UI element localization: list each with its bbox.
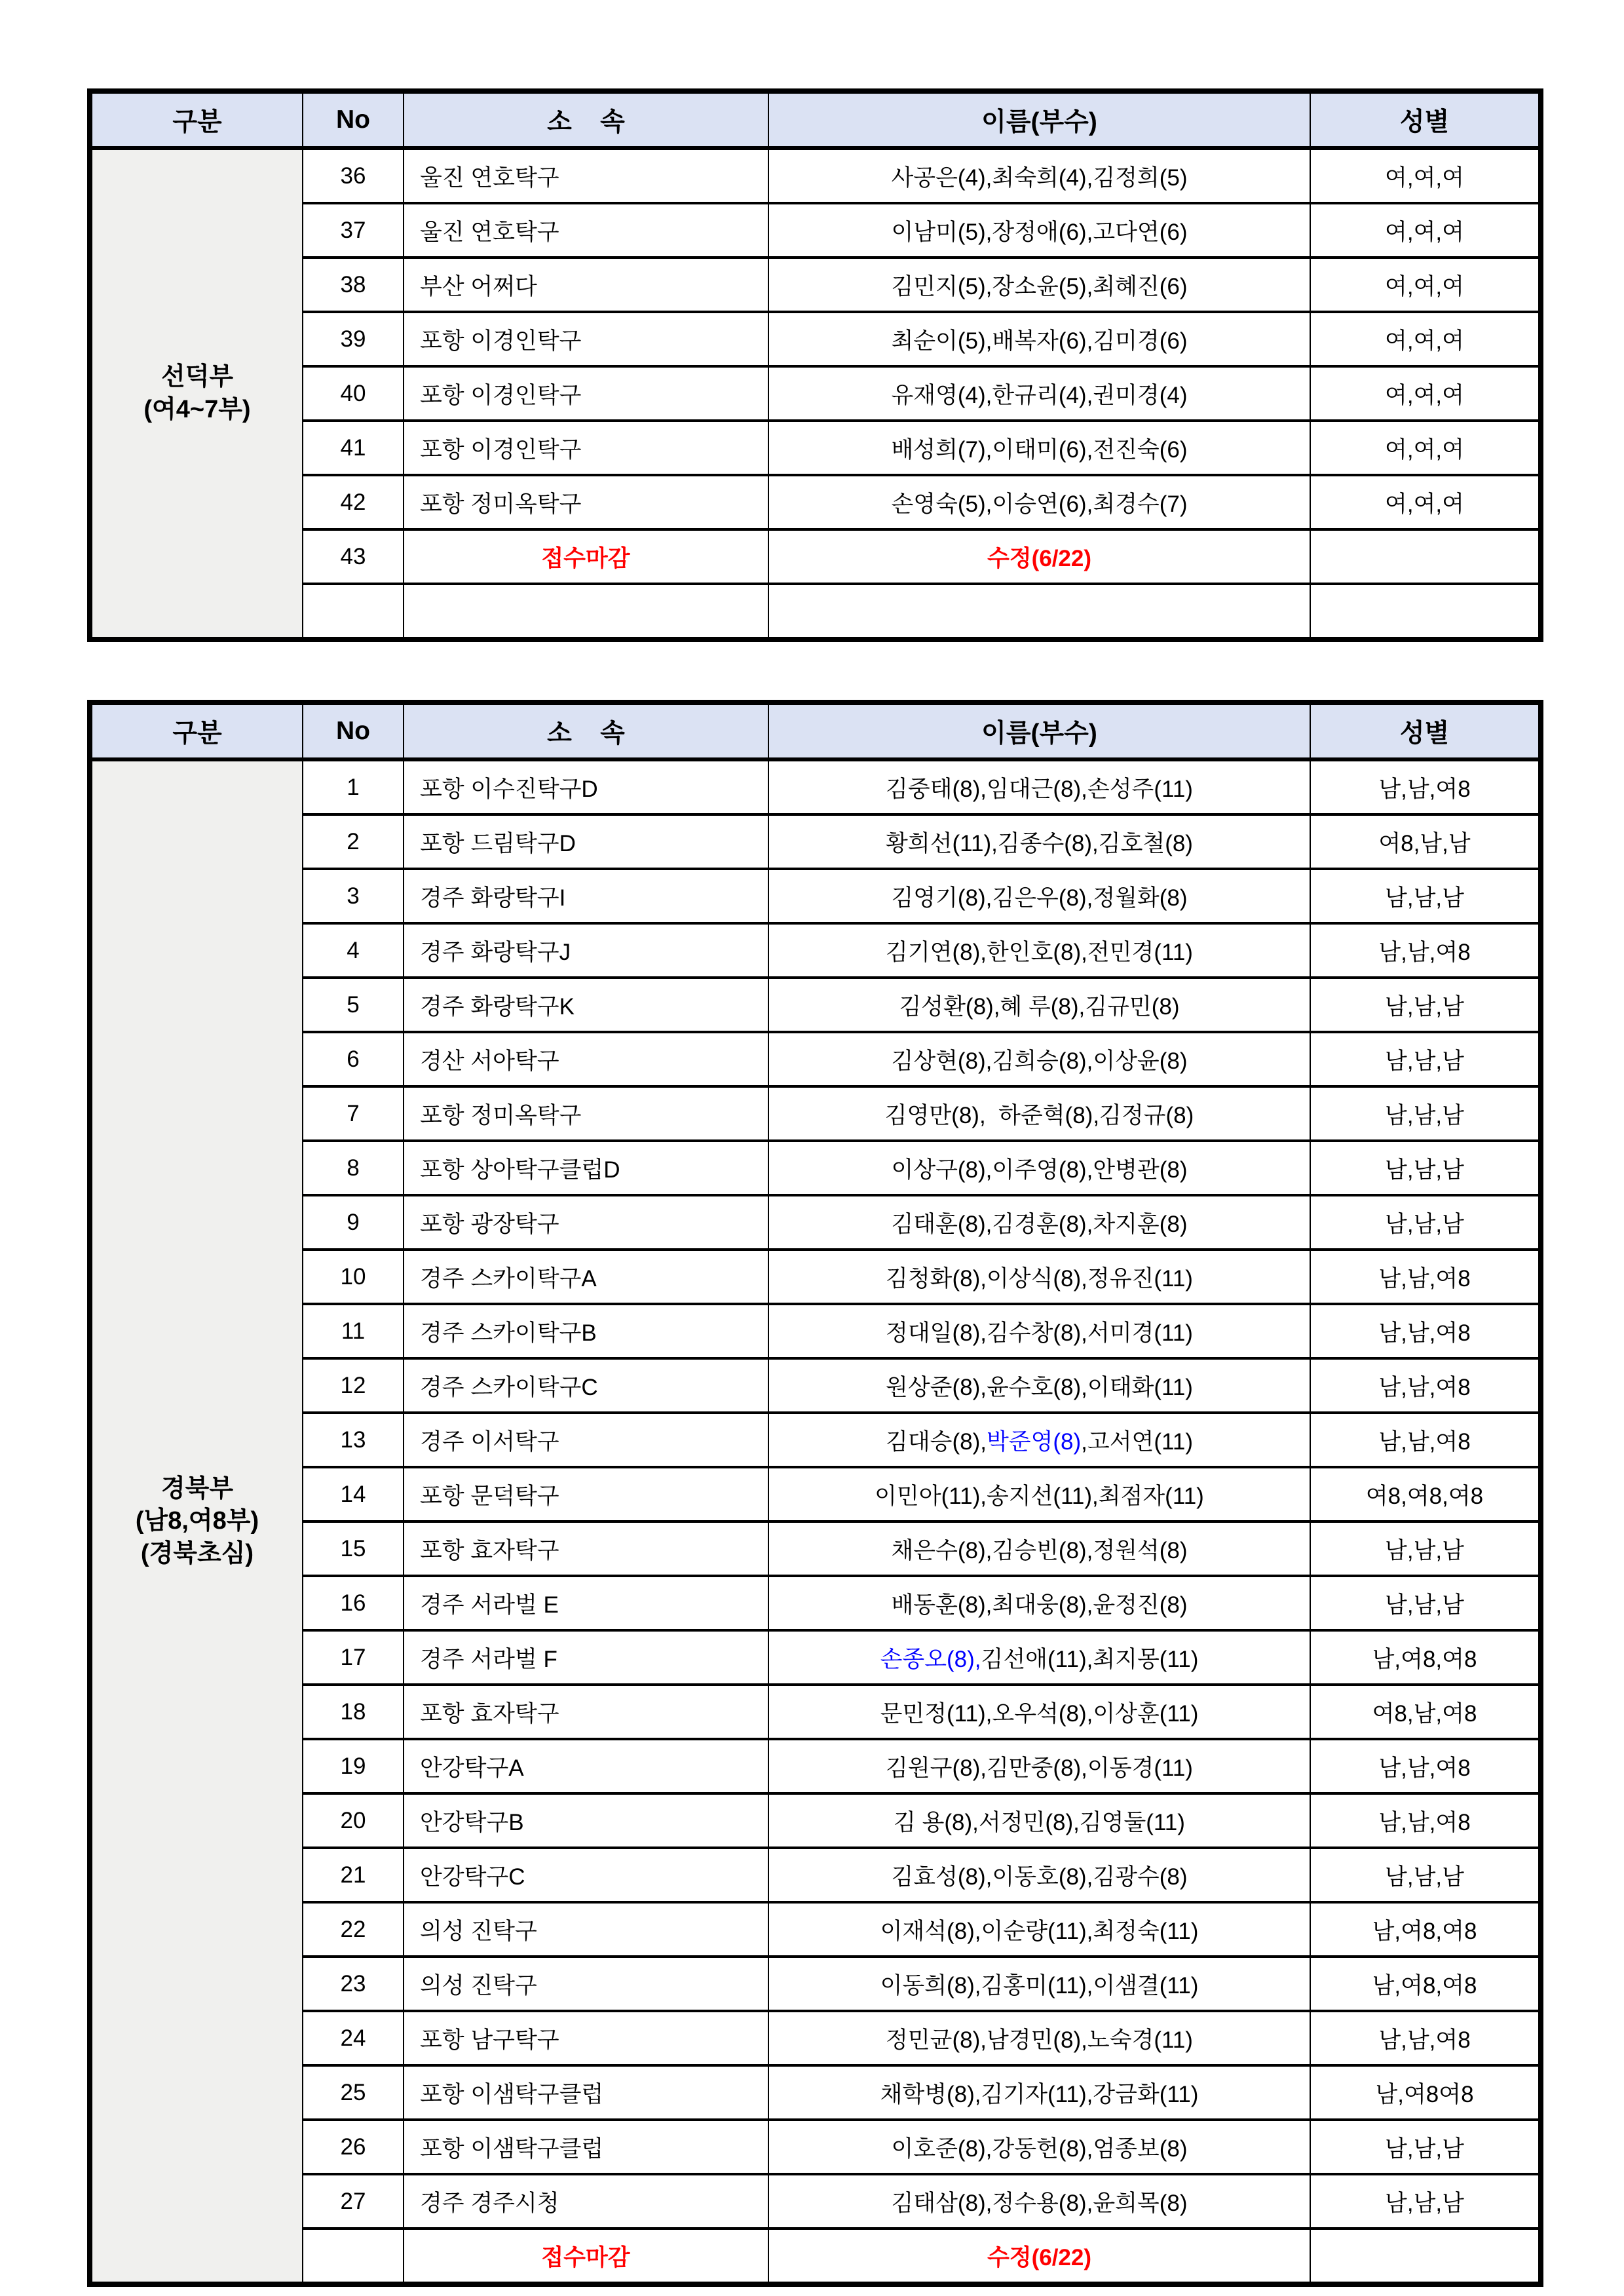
cell-club: 경주 화랑탁구I (404, 869, 768, 923)
table-header (90, 702, 1541, 759)
text-segment: 김선애(11),최지몽(11) (981, 1646, 1199, 1672)
cell-gender: 남,남,여8 (1310, 2011, 1541, 2065)
group-label-line: (여4~7부) (143, 395, 251, 423)
cell-club: 울진 연호탁구 (404, 203, 768, 258)
group-label-line: (경북초심) (140, 1539, 254, 1567)
cell-name: 김성환(8),혜 루(8),김규민(8) (768, 978, 1310, 1032)
column-header-name: 이름(부수) (768, 702, 1310, 759)
cell-club: 포항 이샘탁구클럽 (404, 2120, 768, 2174)
cell-no: 23 (303, 1957, 404, 2011)
cell-gender (1310, 529, 1541, 584)
cell-no: 5 (303, 978, 404, 1032)
cell-gender: 남,여8,여8 (1310, 1902, 1541, 1957)
table-row (90, 814, 1541, 869)
table-row (90, 203, 1541, 258)
cell-no: 24 (303, 2011, 404, 2065)
cell-club: 경주 경주시청 (404, 2174, 768, 2229)
group-label-line: 경북부 (161, 1474, 234, 1502)
cell-no: 43 (303, 529, 404, 584)
cell-name: 채학병(8),김기자(11),강금화(11) (768, 2065, 1310, 2120)
cell-club: 포항 이경인탁구 (404, 366, 768, 421)
cell-club: 포항 효자탁구 (404, 1685, 768, 1739)
cell-no: 18 (303, 1685, 404, 1739)
cell-gender: 여,여,여 (1310, 258, 1541, 312)
cell-gender: 남,남,남 (1310, 869, 1541, 923)
table-row (90, 2065, 1541, 2120)
cell-no: 25 (303, 2065, 404, 2120)
cell-gender: 여,여,여 (1310, 366, 1541, 421)
cell-club: 경산 서아탁구 (404, 1032, 768, 1086)
table-row (90, 1957, 1541, 2011)
cell-no: 36 (303, 148, 404, 203)
cell-gender: 여,여,여 (1310, 203, 1541, 258)
cell-no: 15 (303, 1521, 404, 1576)
cell-no: 12 (303, 1358, 404, 1413)
cell-name: 황희선(11),김종수(8),김호철(8) (768, 814, 1310, 869)
cell-name: 이남미(5),장정애(6),고다연(6) (768, 203, 1310, 258)
cell-name: 문민정(11),오우석(8),이상훈(11) (768, 1685, 1310, 1739)
table-row (90, 1521, 1541, 1576)
cell-no: 20 (303, 1793, 404, 1848)
table-row (90, 1304, 1541, 1358)
cell-gender: 남,남,남 (1310, 978, 1541, 1032)
table-row (90, 1195, 1541, 1250)
table-row (90, 421, 1541, 475)
table-row (90, 923, 1541, 978)
cell-club (404, 529, 768, 584)
cell-gender: 여,여,여 (1310, 148, 1541, 203)
table-row (90, 1739, 1541, 1793)
cell-club: 포항 광장탁구 (404, 1195, 768, 1250)
table-row (90, 2011, 1541, 2065)
cell-gender: 여8,남,남 (1310, 814, 1541, 869)
table-row (90, 529, 1541, 584)
column-header-club: 소 속 (404, 702, 768, 759)
column-header-group: 구분 (90, 702, 303, 759)
table-row (90, 2229, 1541, 2284)
cell-no: 4 (303, 923, 404, 978)
cell-club: 포항 정미옥탁구 (404, 475, 768, 529)
cell-no: 6 (303, 1032, 404, 1086)
cell-gender: 남,남,여8 (1310, 1250, 1541, 1304)
table-body (90, 148, 1541, 640)
cell-gender: 남,남,여8 (1310, 1793, 1541, 1848)
cell-no: 10 (303, 1250, 404, 1304)
highlighted-text: 수정(6/22) (987, 545, 1092, 571)
highlighted-text: 수정(6/22) (987, 2244, 1092, 2270)
table-row (90, 475, 1541, 529)
table-row (90, 1793, 1541, 1848)
cell-name: 최순이(5),배복자(6),김미경(6) (768, 312, 1310, 366)
cell-name: 김원구(8),김만중(8),이동경(11) (768, 1739, 1310, 1793)
cell-club: 의성 진탁구 (404, 1902, 768, 1957)
cell-gender: 여,여,여 (1310, 312, 1541, 366)
cell-club: 포항 이수진탁구D (404, 759, 768, 814)
cell-gender: 남,남,남 (1310, 1032, 1541, 1086)
cell-name (768, 2229, 1310, 2284)
cell-club (404, 584, 768, 640)
cell-name: 김 용(8),서정민(8),김영둘(11) (768, 1793, 1310, 1848)
table-body (90, 759, 1541, 2284)
cell-name: 김청화(8),이상식(8),정유진(11) (768, 1250, 1310, 1304)
cell-name: 채은수(8),김승빈(8),정원석(8) (768, 1521, 1310, 1576)
cell-club: 경주 화랑탁구J (404, 923, 768, 978)
cell-name: 김영만(8), 하준혁(8),김정규(8) (768, 1086, 1310, 1141)
table-row (90, 1141, 1541, 1195)
header-row (90, 91, 1541, 148)
table-row (90, 1902, 1541, 1957)
table-row (90, 258, 1541, 312)
cell-name: 배성희(7),이태미(6),전진숙(6) (768, 421, 1310, 475)
column-header-gender: 성별 (1310, 91, 1541, 148)
cell-no: 22 (303, 1902, 404, 1957)
cell-no: 21 (303, 1848, 404, 1902)
cell-no: 13 (303, 1413, 404, 1467)
cell-club: 안강탁구C (404, 1848, 768, 1902)
cell-no: 41 (303, 421, 404, 475)
table-row (90, 1467, 1541, 1521)
cell-no: 11 (303, 1304, 404, 1358)
cell-club: 경주 스카이탁구A (404, 1250, 768, 1304)
text-segment: 김대승(8), (886, 1428, 987, 1455)
table-row (90, 869, 1541, 923)
cell-club: 포항 이경인탁구 (404, 421, 768, 475)
cell-no: 27 (303, 2174, 404, 2229)
cell-no: 9 (303, 1195, 404, 1250)
cell-club: 경주 서라벌 E (404, 1576, 768, 1630)
highlighted-text: 접수마감 (541, 545, 630, 571)
cell-gender: 남,남,여8 (1310, 1358, 1541, 1413)
cell-club: 경주 서라벌 F (404, 1630, 768, 1685)
roster-page (87, 88, 1538, 2287)
table-row (90, 1576, 1541, 1630)
column-header-no: No (303, 702, 404, 759)
cell-gender: 남,남,남 (1310, 2174, 1541, 2229)
cell-name: 김민지(5),장소윤(5),최혜진(6) (768, 258, 1310, 312)
cell-name: 김태삼(8),정수용(8),윤희목(8) (768, 2174, 1310, 2229)
cell-gender: 여,여,여 (1310, 421, 1541, 475)
cell-club: 경주 이서탁구 (404, 1413, 768, 1467)
cell-name: 김상현(8),김희승(8),이상윤(8) (768, 1032, 1310, 1086)
cell-gender: 남,여8여8 (1310, 2065, 1541, 2120)
cell-gender: 남,남,여8 (1310, 1304, 1541, 1358)
cell-club: 경주 화랑탁구K (404, 978, 768, 1032)
cell-no: 38 (303, 258, 404, 312)
cell-club: 부산 어쩌다 (404, 258, 768, 312)
cell-club: 포항 문덕탁구 (404, 1467, 768, 1521)
cell-gender: 남,여8,여8 (1310, 1957, 1541, 2011)
table-row (90, 1848, 1541, 1902)
cell-no: 2 (303, 814, 404, 869)
cell-club: 경주 스카이탁구B (404, 1304, 768, 1358)
table-row (90, 1086, 1541, 1141)
cell-gender: 남,남,남 (1310, 1576, 1541, 1630)
cell-gender: 남,남,여8 (1310, 1739, 1541, 1793)
cell-gender: 여,여,여 (1310, 475, 1541, 529)
cell-gender: 남,남,남 (1310, 1195, 1541, 1250)
column-header-no: No (303, 91, 404, 148)
cell-club: 포항 이경인탁구 (404, 312, 768, 366)
cell-name: 배동훈(8),최대웅(8),윤정진(8) (768, 1576, 1310, 1630)
table-header (90, 91, 1541, 148)
table-row (90, 1685, 1541, 1739)
table-row (90, 366, 1541, 421)
cell-name: 손영숙(5),이승연(6),최경수(7) (768, 475, 1310, 529)
group-cell (90, 759, 303, 2284)
cell-gender (1310, 2229, 1541, 2284)
table-row (90, 1250, 1541, 1304)
cell-club: 안강탁구B (404, 1793, 768, 1848)
cell-name: 유재영(4),한규리(4),권미경(4) (768, 366, 1310, 421)
highlighted-text: 접수마감 (541, 2244, 630, 2270)
table-row (90, 978, 1541, 1032)
cell-gender: 남,남,남 (1310, 1521, 1541, 1576)
cell-club: 울진 연호탁구 (404, 148, 768, 203)
cell-name: 정민균(8),남경민(8),노숙경(11) (768, 2011, 1310, 2065)
cell-name: 이동희(8),김홍미(11),이샘결(11) (768, 1957, 1310, 2011)
column-header-club: 소 속 (404, 91, 768, 148)
cell-no: 8 (303, 1141, 404, 1195)
cell-name: 이호준(8),강동헌(8),엄종보(8) (768, 2120, 1310, 2174)
table-row (90, 2120, 1541, 2174)
cell-gender: 남,남,남 (1310, 2120, 1541, 2174)
cell-club: 포항 효자탁구 (404, 1521, 768, 1576)
cell-name: 김효성(8),이동호(8),김광수(8) (768, 1848, 1310, 1902)
cell-no (303, 2229, 404, 2284)
cell-no: 26 (303, 2120, 404, 2174)
cell-name (768, 1630, 1310, 1685)
cell-no: 39 (303, 312, 404, 366)
cell-gender: 여8,여8,여8 (1310, 1467, 1541, 1521)
cell-gender: 남,남,여8 (1310, 923, 1541, 978)
cell-club: 포항 남구탁구 (404, 2011, 768, 2065)
table-row (90, 1413, 1541, 1467)
table-row (90, 1032, 1541, 1086)
cell-gender: 여8,남,여8 (1310, 1685, 1541, 1739)
cell-club (404, 2229, 768, 2284)
cell-no: 3 (303, 869, 404, 923)
cell-no: 19 (303, 1739, 404, 1793)
cell-name: 이상구(8),이주영(8),안병관(8) (768, 1141, 1310, 1195)
cell-gender: 남,남,여8 (1310, 1413, 1541, 1467)
cell-gender: 남,남,남 (1310, 1141, 1541, 1195)
cell-club: 포항 상아탁구클럽D (404, 1141, 768, 1195)
cell-name: 김태훈(8),김경훈(8),차지훈(8) (768, 1195, 1310, 1250)
cell-name (768, 529, 1310, 584)
cell-gender: 남,남,여8 (1310, 759, 1541, 814)
table-row (90, 148, 1541, 203)
cell-club: 의성 진탁구 (404, 1957, 768, 2011)
column-header-group: 구분 (90, 91, 303, 148)
cell-name: 김기연(8),한인호(8),전민경(11) (768, 923, 1310, 978)
table-row (90, 1630, 1541, 1685)
cell-name: 원상준(8),윤수호(8),이태화(11) (768, 1358, 1310, 1413)
cell-no (303, 584, 404, 640)
table-row (90, 2174, 1541, 2229)
highlighted-text: 손종오(8), (880, 1646, 981, 1672)
cell-gender: 남,남,남 (1310, 1086, 1541, 1141)
cell-gender: 남,여8,여8 (1310, 1630, 1541, 1685)
cell-no: 1 (303, 759, 404, 814)
group-label-line: 선덕부 (161, 363, 234, 391)
roster-table-gyeongbuk (87, 700, 1543, 2287)
highlighted-text: 박준영(8) (986, 1428, 1082, 1455)
cell-name: 이민아(11),송지선(11),최점자(11) (768, 1467, 1310, 1521)
cell-no: 17 (303, 1630, 404, 1685)
cell-no: 37 (303, 203, 404, 258)
cell-club: 포항 드림탁구D (404, 814, 768, 869)
cell-no: 16 (303, 1576, 404, 1630)
header-row (90, 702, 1541, 759)
cell-name (768, 584, 1310, 640)
cell-no: 40 (303, 366, 404, 421)
table-row (90, 312, 1541, 366)
table-row (90, 759, 1541, 814)
cell-gender (1310, 584, 1541, 640)
cell-name: 김중태(8),임대근(8),손성주(11) (768, 759, 1310, 814)
group-label-line: (남8,여8부) (135, 1507, 259, 1535)
cell-no: 7 (303, 1086, 404, 1141)
cell-club: 포항 정미옥탁구 (404, 1086, 768, 1141)
text-segment: ,고서연(11) (1081, 1428, 1193, 1455)
table-row (90, 584, 1541, 640)
cell-name: 김영기(8),김은우(8),정월화(8) (768, 869, 1310, 923)
cell-club: 포항 이샘탁구클럽 (404, 2065, 768, 2120)
cell-no: 14 (303, 1467, 404, 1521)
cell-name: 정대일(8),김수창(8),서미경(11) (768, 1304, 1310, 1358)
cell-name (768, 1413, 1310, 1467)
table-row (90, 1358, 1541, 1413)
roster-table-seondeok (87, 88, 1543, 642)
cell-name: 사공은(4),최숙희(4),김정희(5) (768, 148, 1310, 203)
column-header-gender: 성별 (1310, 702, 1541, 759)
cell-club: 경주 스카이탁구C (404, 1358, 768, 1413)
column-header-name: 이름(부수) (768, 91, 1310, 148)
cell-no: 42 (303, 475, 404, 529)
group-cell (90, 148, 303, 640)
cell-name: 이재석(8),이순량(11),최정숙(11) (768, 1902, 1310, 1957)
cell-club: 안강탁구A (404, 1739, 768, 1793)
cell-gender: 남,남,남 (1310, 1848, 1541, 1902)
